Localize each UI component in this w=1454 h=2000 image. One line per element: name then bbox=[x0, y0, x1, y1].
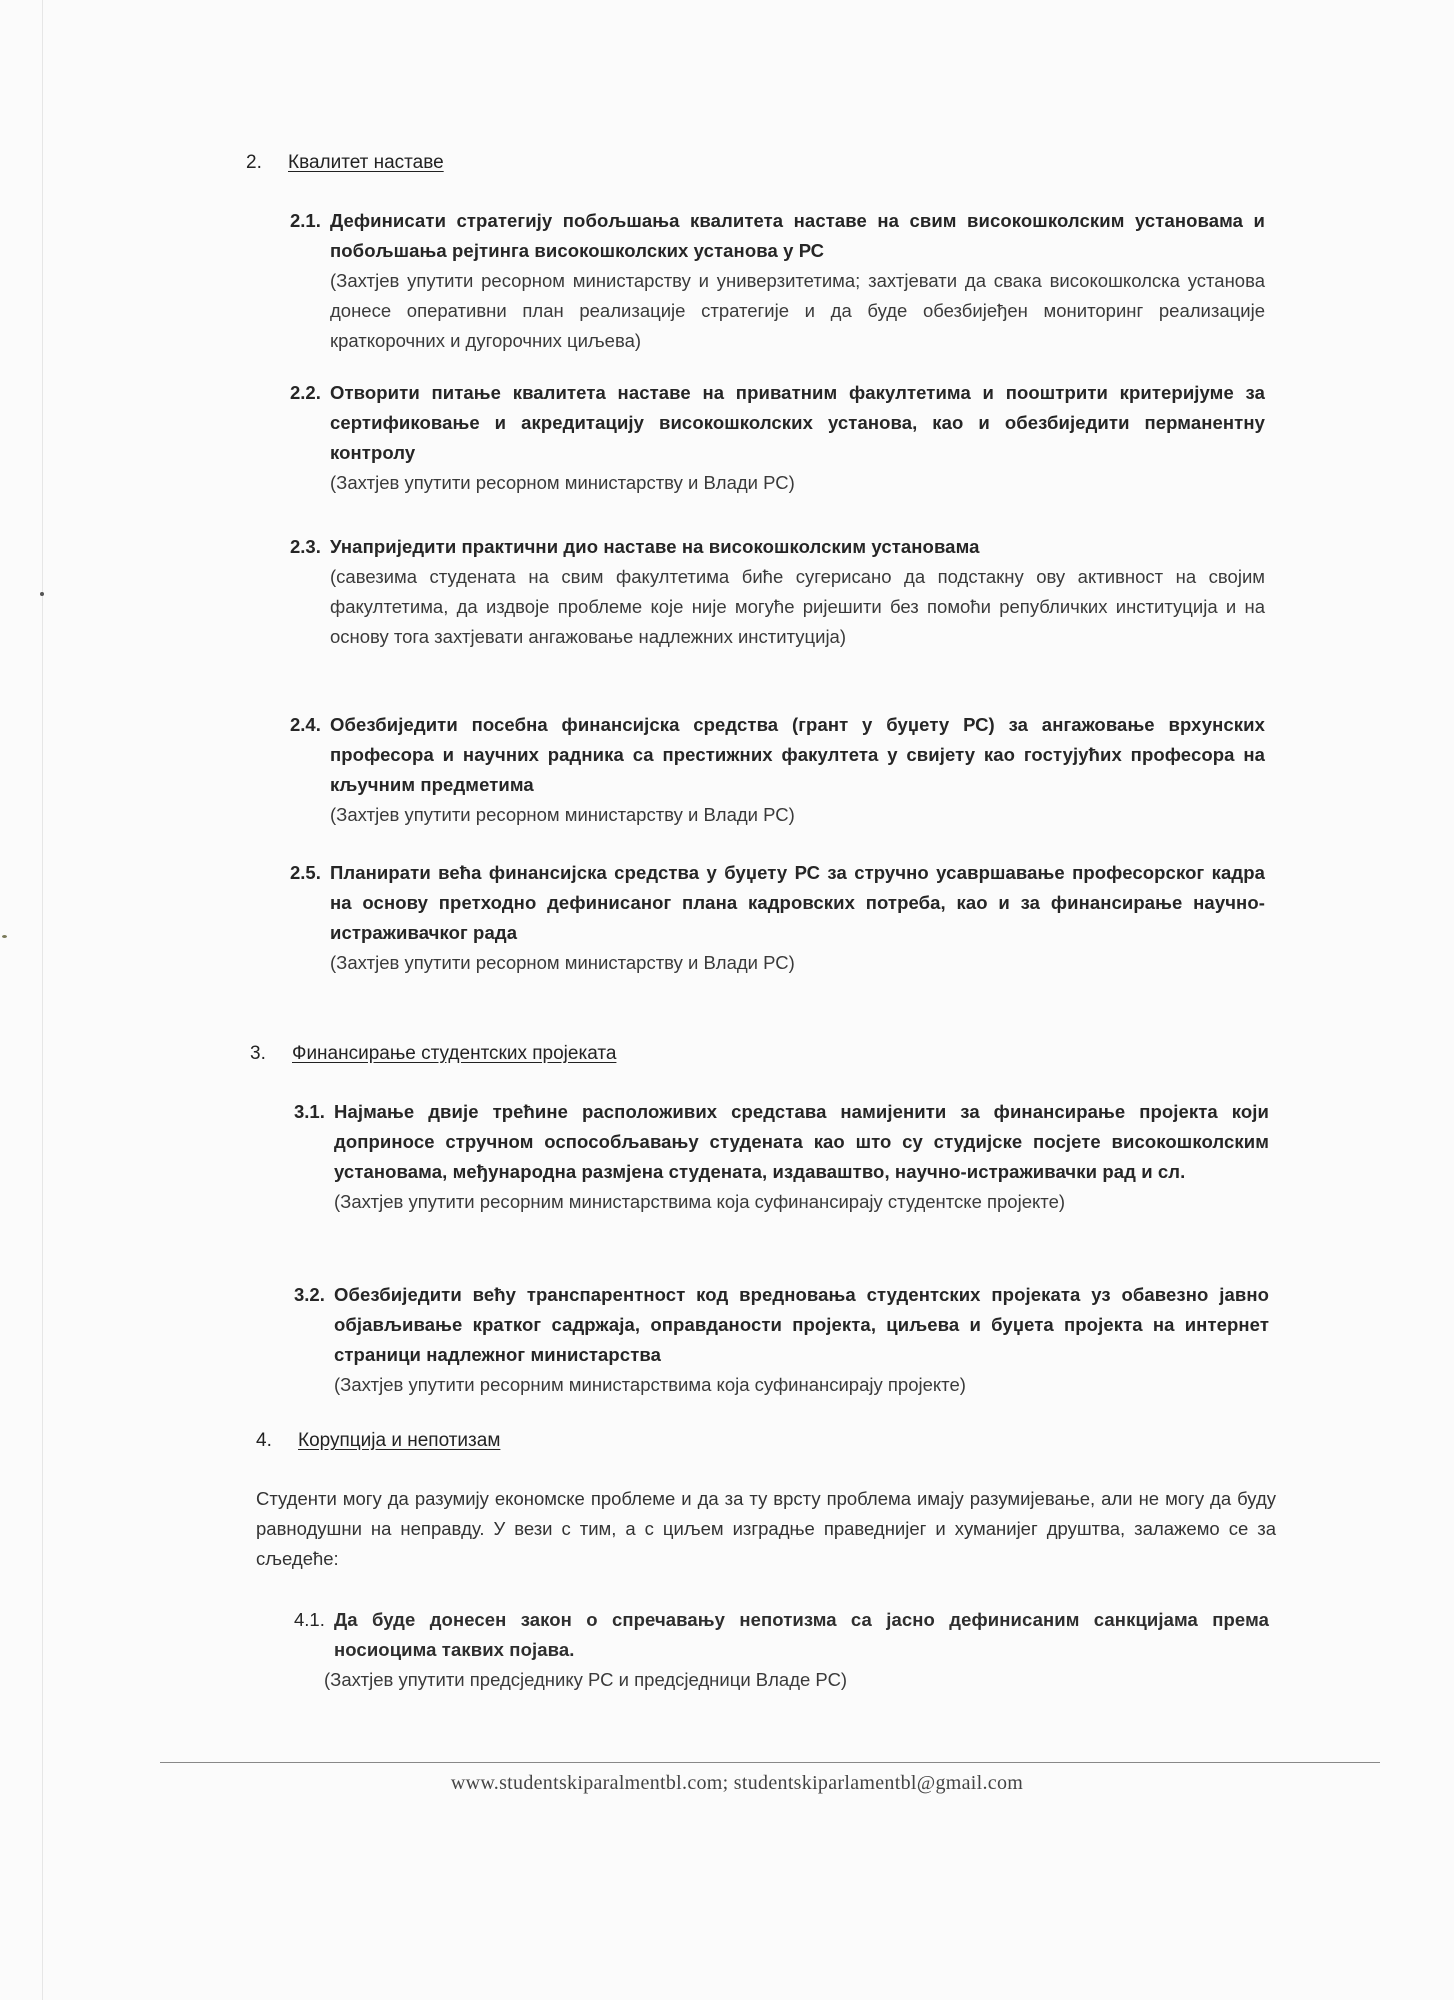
item-number: 2.3. bbox=[290, 536, 321, 557]
list-item-2-4 bbox=[290, 710, 1265, 830]
scan-speck bbox=[2, 935, 7, 938]
item-number: 2.5. bbox=[290, 862, 321, 883]
item-text: Унаприједити практични дио наставе на високошколским установама bbox=[330, 536, 980, 557]
section-intro-paragraph: Студенти могу да разумију економске проблеме и да за ту врсту проблема имају разумијевање, али не могу да буду равнодушни на неправду. У вези с тим, а с циљем изградње праведнијег и хуманијег друштва, залажемо се за сљедеће: bbox=[256, 1488, 1276, 1569]
item-note: (Захтјев упутити ресорним министарствима која суфинансирају студентске пројекте) bbox=[334, 1191, 1066, 1212]
item-note: (Захтјев упутити ресорном министарству и Влади РС) bbox=[330, 472, 795, 493]
section-title: Квалитет наставе bbox=[288, 152, 444, 173]
list-item-3-2 bbox=[294, 1280, 1269, 1400]
item-note: (савезима студената на свим факултетима биће сугерисано да подстакну ову активност на својим факултетима, да издвоје проблеме које није могуће ријешити без помоћи републичких институција и на основу тога захтјевати ангажовање надлежних институција) bbox=[330, 566, 1265, 647]
footer-divider bbox=[160, 1762, 1380, 1763]
item-text: Обезбиједити већу транспарентност код вредновања студентских пројеката уз обавезно јавно објављивање кратког садржаја, оправданости пројекта, циљева и буџета пројекта на интернет страници надлежног министарства bbox=[334, 1284, 1269, 1365]
section-title: Финансирање студентских пројеката bbox=[292, 1043, 617, 1064]
item-number: 3.2. bbox=[294, 1284, 325, 1305]
scan-speck bbox=[40, 592, 44, 596]
list-item-2-5 bbox=[290, 858, 1265, 978]
item-number: 2.1. bbox=[290, 210, 321, 231]
list-item-3-1 bbox=[294, 1097, 1269, 1217]
item-note: (Захтјев упутити ресорном министарству и Влади РС) bbox=[330, 952, 795, 973]
list-item-2-3 bbox=[290, 532, 1265, 652]
item-note: (Захтјев упутити ресорном министарству и универзитетима; захтјевати да свака високошколска установа донесе оперативни план реализације стратегије и да буде обезбијеђен мониторинг реализације краткорочних и дугорочних циљева) bbox=[330, 270, 1265, 351]
section-number: 4. bbox=[256, 1430, 272, 1451]
item-number: 2.2. bbox=[290, 382, 321, 403]
list-item-2-1 bbox=[290, 206, 1265, 356]
section-heading-4 bbox=[256, 1430, 500, 1452]
scan-page-edge bbox=[42, 0, 43, 2000]
item-text: Планирати већа финансијска средства у буџету РС за стручно усавршавање професорског кадра на основу претходно дефинисаног плана кадровских потреба, као и за финансирање научно-истраживачког рада bbox=[330, 862, 1265, 943]
item-note: (Захтјев упутити ресорном министарству и Влади РС) bbox=[330, 804, 795, 825]
item-text: Да буде донесен закон о спречавању непотизма са јасно дефинисаним санкцијама према носиоцима таквих појава. bbox=[334, 1609, 1269, 1660]
item-text: Најмање двије трећине расположивих средстава намијенити за финансирање пројекта који доприносе стручном оспособљавању студената као што су студијске посјете високошколским установама, међународна размјена студената, издаваштво, научно-истраживачки рад и сл. bbox=[334, 1101, 1269, 1182]
section-number: 2. bbox=[246, 152, 262, 173]
list-item-4-1 bbox=[294, 1605, 1269, 1695]
item-text: Обезбиједити посебна финансијска средства (грант у буџету РС) за ангажовање врхунских професора и научних радника са престижних факултета у свијету као гостујућих професора на кључним предметима bbox=[330, 714, 1265, 795]
item-number: 4.1. bbox=[294, 1609, 325, 1630]
item-note: (Захтјев упутити ресорним министарствима која суфинансирају пројекте) bbox=[334, 1374, 966, 1395]
list-item-2-2 bbox=[290, 378, 1265, 498]
section-title: Корупција и непотизам bbox=[298, 1430, 501, 1451]
item-number: 3.1. bbox=[294, 1101, 325, 1122]
item-text: Отворити питање квалитета наставе на приватним факултетима и пооштрити критеријуме за сертификовање и акредитацију високошколских установа, као и обезбиједити перманентну контролу bbox=[330, 382, 1265, 463]
item-number: 2.4. bbox=[290, 714, 321, 735]
section-heading-3 bbox=[250, 1043, 616, 1065]
item-note: (Захтјев упутити предсједнику РС и предсједници Владе РС) bbox=[324, 1669, 848, 1690]
section-number: 3. bbox=[250, 1043, 266, 1064]
footer-contact: www.studentskiparalmentbl.com; studentskiparlamentbl@gmail.com bbox=[450, 1772, 1024, 1794]
section-heading-2 bbox=[246, 152, 444, 174]
item-text: Дефинисати стратегију побољшања квалитета наставе на свим високошколским установама и побољшања рејтинга високошколских установа у РС bbox=[330, 210, 1265, 261]
